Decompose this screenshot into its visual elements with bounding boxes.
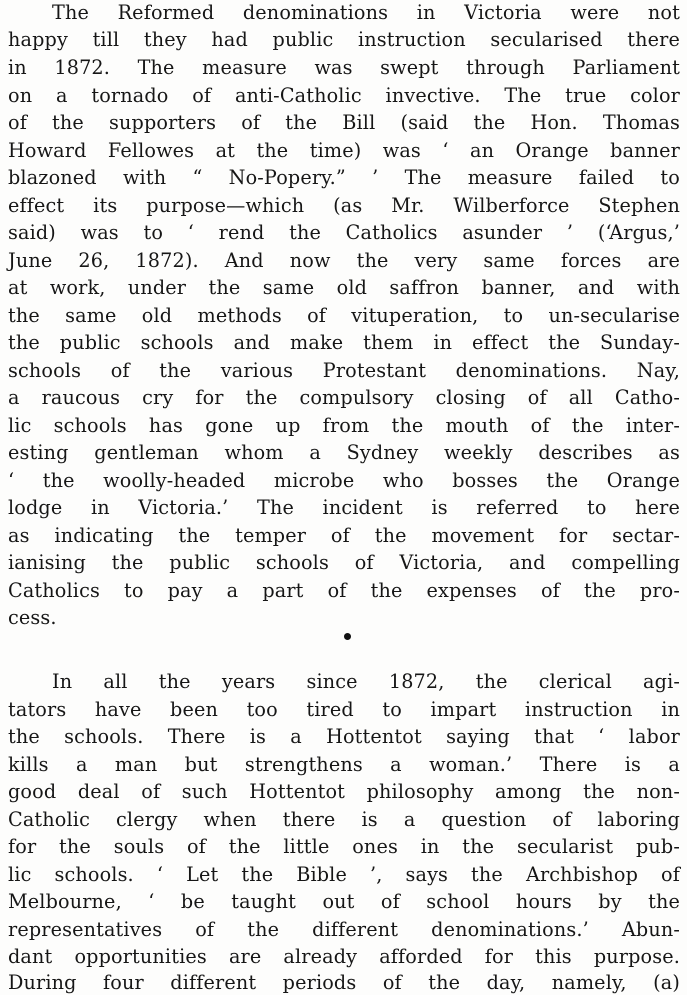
text-line: at work, under the same old saffron banner, and with — [8, 276, 680, 299]
text-line: the public schools and make them in effect the Sunday- — [8, 331, 680, 354]
text-line: the schools. There is a Hottentot saying that ‘ labor — [8, 725, 680, 748]
text-line: cess. — [8, 606, 57, 629]
text-line: Catholic clergy when there is a question of laboring — [8, 808, 680, 831]
text-line: lic schools has gone up from the mouth of the inter- — [8, 414, 680, 437]
text-line: effect its purpose—which (as Mr. Wilberforce Stephen — [8, 194, 680, 217]
text-line: of the supporters of the Bill (said the Hon. Thomas — [8, 111, 680, 134]
text-line: in 1872. The measure was swept through Parliament — [8, 56, 680, 79]
text-line: June 26, 1872). And now the very same forces are — [8, 249, 680, 272]
text-line: esting gentleman whom a Sydney weekly describes as — [8, 441, 680, 464]
text-line: ianising the public schools of Victoria, and compelling — [8, 551, 680, 574]
text-line: lic schools. ‘ Let the Bible ’, says the Archbishop of — [8, 863, 680, 886]
text-line: Catholics to pay a part of the expenses of the pro- — [8, 579, 680, 602]
text-line: lodge in Victoria.’ The incident is referred to here — [8, 496, 680, 519]
text-line: In all the years since 1872, the clerical agi- — [52, 670, 680, 693]
text-line: dant opportunities are already afforded for this purpose. — [8, 945, 680, 968]
text-line: tators have been too tired to impart instruction in — [8, 698, 680, 721]
text-line: schools of the various Protestant denominations. Nay, — [8, 359, 680, 382]
text-line: During four different periods of the day, namely, (a) — [8, 971, 680, 994]
text-line: as indicating the temper of the movement for sectar- — [8, 524, 680, 547]
text-line: Melbourne, ‘ be taught out of school hours by the — [8, 890, 680, 913]
text-line: a raucous cry for the compulsory closing of all Catho- — [8, 386, 680, 409]
text-line: Howard Fellowes at the time) was ‘ an Orange banner — [8, 139, 680, 162]
text-line: for the souls of the little ones in the secularist pub- — [8, 835, 680, 858]
text-line: ‘ the woolly-headed microbe who bosses the Orange — [8, 469, 680, 492]
text-line: good deal of such Hottentot philosophy among the non- — [8, 780, 680, 803]
text-line: representatives of the different denominations.’ Abun- — [8, 918, 680, 941]
text-line: said) was to ‘ rend the Catholics asunder ’ (‘Argus,’ — [8, 221, 680, 244]
text-line: happy till they had public instruction secularised there — [8, 28, 680, 51]
section-separator-dot — [344, 633, 351, 640]
text-line: kills a man but strengthens a woman.’ There is a — [8, 753, 680, 776]
text-line: on a tornado of anti-Catholic invective. The true color — [8, 84, 680, 107]
text-line: blazoned with “ No-Popery.” ’ The measure failed to — [8, 166, 680, 189]
text-line: The Reformed denominations in Victoria were not — [52, 1, 680, 24]
text-line: the same old methods of vituperation, to un-secularise — [8, 304, 680, 327]
